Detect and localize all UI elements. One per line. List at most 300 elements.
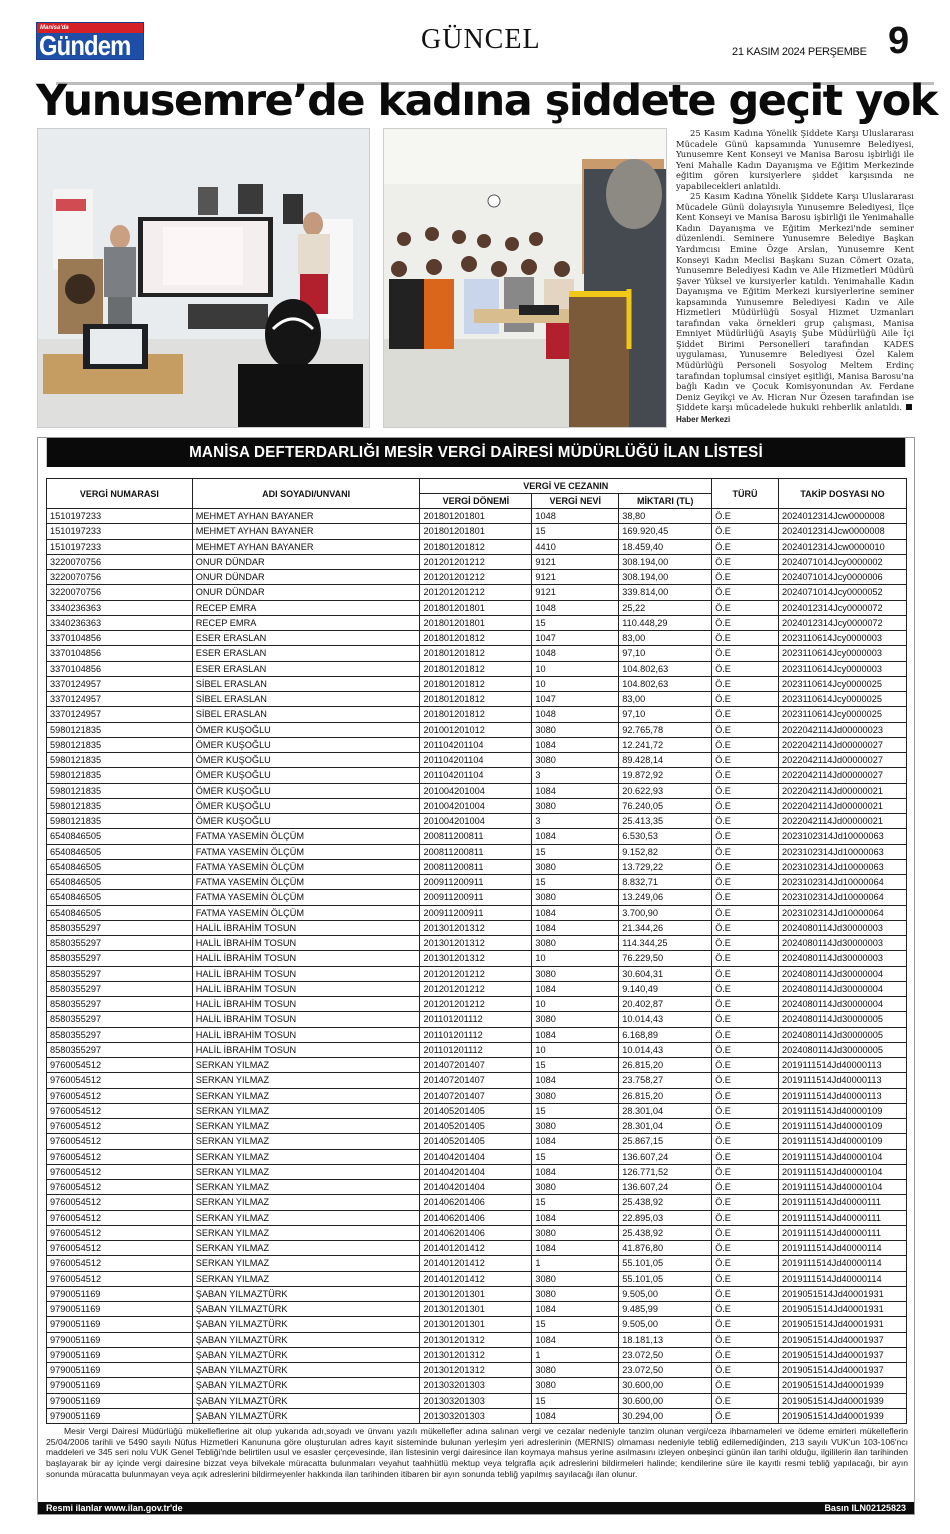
audience-photo-illustration: [384, 129, 667, 428]
cell-turu: Ö.E: [712, 1210, 779, 1225]
cell-vergi-no: 9760054512: [47, 1134, 193, 1149]
cell-turu: Ö.E: [712, 1241, 779, 1256]
cell-turu: Ö.E: [712, 524, 779, 539]
cell-vergi-donemi: 201406201406: [420, 1195, 532, 1210]
cell-takip-no: 2023102314Jd10000064: [779, 890, 907, 905]
cell-vergi-no: 8580355297: [47, 936, 193, 951]
cell-adi-soyadi: ÖMER KUŞOĞLU: [192, 783, 420, 798]
cell-vergi-nevi: 15: [532, 1317, 619, 1332]
cell-vergi-nevi: 1084: [532, 737, 619, 752]
table-row: [47, 814, 907, 829]
cell-adi-soyadi: MEHMET AYHAN BAYANER: [192, 539, 420, 554]
cell-vergi-donemi: 201104201104: [420, 768, 532, 783]
cell-vergi-nevi: 1084: [532, 981, 619, 996]
cell-takip-no: 2023110614Jcy0000025: [779, 707, 907, 722]
cell-miktar: 25,22: [619, 600, 712, 615]
cell-miktar: 19.872,92: [619, 768, 712, 783]
cell-vergi-no: 3340236363: [47, 615, 193, 630]
table-row: [47, 798, 907, 813]
table-row: [47, 615, 907, 630]
cell-vergi-donemi: 201101201112: [420, 1012, 532, 1027]
cell-vergi-nevi: 1084: [532, 829, 619, 844]
cell-vergi-donemi: 201404201404: [420, 1180, 532, 1195]
cell-vergi-donemi: 201201201212: [420, 585, 532, 600]
cell-vergi-nevi: 3080: [532, 722, 619, 737]
cell-vergi-nevi: 3080: [532, 936, 619, 951]
cell-adi-soyadi: ŞABAN YILMAZTÜRK: [192, 1302, 420, 1317]
cell-takip-no: 2019051514Jd40001937: [779, 1363, 907, 1378]
cell-vergi-nevi: 15: [532, 1393, 619, 1408]
cell-vergi-nevi: 1048: [532, 509, 619, 524]
cell-vergi-donemi: 201101201112: [420, 1042, 532, 1057]
cell-adi-soyadi: ESER ERASLAN: [192, 661, 420, 676]
cell-vergi-no: 9760054512: [47, 1271, 193, 1286]
cell-vergi-no: 1510197233: [47, 539, 193, 554]
cell-miktar: 20.622,93: [619, 783, 712, 798]
cell-vergi-donemi: 201301201312: [420, 1332, 532, 1347]
cell-turu: Ö.E: [712, 1347, 779, 1362]
cell-turu: Ö.E: [712, 570, 779, 585]
table-row: [47, 1103, 907, 1118]
cell-takip-no: 2024080114Jd30000003: [779, 920, 907, 935]
cell-turu: Ö.E: [712, 1256, 779, 1271]
cell-adi-soyadi: SERKAN YILMAZ: [192, 1180, 420, 1195]
cell-adi-soyadi: ŞABAN YILMAZTÜRK: [192, 1332, 420, 1347]
cell-miktar: 136.607,24: [619, 1149, 712, 1164]
cell-vergi-donemi: 201401201412: [420, 1241, 532, 1256]
cell-adi-soyadi: FATMA YASEMİN ÖLÇÜM: [192, 875, 420, 890]
byline-text: Haber Merkezi: [676, 414, 731, 424]
cell-vergi-donemi: 201407201407: [420, 1058, 532, 1073]
table-row: [47, 1210, 907, 1225]
footer-ilan-link[interactable]: Resmi ilanlar www.ilan.gov.tr'de: [46, 1503, 183, 1513]
cell-vergi-no: 6540846505: [47, 890, 193, 905]
cell-turu: Ö.E: [712, 936, 779, 951]
cell-adi-soyadi: ÖMER KUŞOĞLU: [192, 768, 420, 783]
cell-turu: Ö.E: [712, 539, 779, 554]
cell-takip-no: 2024071014Jcy0000002: [779, 554, 907, 569]
cell-miktar: 83,00: [619, 692, 712, 707]
cell-vergi-nevi: 1084: [532, 1073, 619, 1088]
cell-adi-soyadi: RECEP EMRA: [192, 600, 420, 615]
cell-takip-no: 2024080114Jd30000003: [779, 936, 907, 951]
notice-title: MANİSA DEFTERDARLIĞI MESİR VERGİ DAİRESİ MÜDÜRLÜĞÜ İLAN LİSTESİ: [47, 438, 905, 467]
cell-adi-soyadi: SERKAN YILMAZ: [192, 1149, 420, 1164]
cell-vergi-no: 5980121835: [47, 768, 193, 783]
cell-takip-no: 2019051514Jd40001939: [779, 1393, 907, 1408]
cell-turu: Ö.E: [712, 1073, 779, 1088]
cell-takip-no: 2024012314Jcy0000072: [779, 600, 907, 615]
cell-vergi-no: 9790051169: [47, 1363, 193, 1378]
cell-turu: Ö.E: [712, 966, 779, 981]
table-row: [47, 1332, 907, 1347]
cell-takip-no: 2019051514Jd40001937: [779, 1332, 907, 1347]
cell-adi-soyadi: SERKAN YILMAZ: [192, 1210, 420, 1225]
cell-vergi-donemi: 200811200811: [420, 844, 532, 859]
cell-vergi-no: 5980121835: [47, 737, 193, 752]
cell-miktar: 136.607,24: [619, 1180, 712, 1195]
cell-miktar: 114.344,25: [619, 936, 712, 951]
masthead: [36, 18, 914, 68]
cell-vergi-donemi: 201303201303: [420, 1378, 532, 1393]
cell-turu: Ö.E: [712, 814, 779, 829]
cell-turu: Ö.E: [712, 1286, 779, 1301]
cell-vergi-nevi: 15: [532, 615, 619, 630]
article-paragraph-text: 25 Kasım Kadına Yönelik Şiddete Karşı Uluslararası Mücadele Günü dolayısıyla Yunusemre Belediyesi, İlçe Kent Konseyi ve Manisa Barosu işbirliği ile Yenimahalle Kadın Dayanışma ve Eğitim Merkezi'nde seminer düzenlendi. Seminere Yunusemre Belediye Başkan Yardımcısı Emine Özge Arslan, Yunusemre Kent Konseyi Kadın Meclisi Başkanı Suzan Cömert Ozata, Yunusemre Belediyesi Kadın ve Aile Hizmetleri Müdürü Şaver Yüksel ve kursiyerler katıldı. Yenimahalle Kadın Dayanışma ve Eğitim Merkezi kursiyerlerine seminer kapsamında Yunusemre Belediyesi Kadın ve Aile Hizmetleri Müdürlüğü Sosyal Hizmet Uzmanları tarafından vaka örnekleri grup çalışması, Manisa Emniyet Müdürlüğü Asayiş Şube Müdürlüğü Aile İçi Şiddet Birimi Personelleri tarafından KADES uygulaması, Yunusemre Belediyesi Özel Kalem Müdürlüğü Personeli Sosyolog Meltem Erdinç tarafından toplumsal cinsiyet eşitliği, Manisa Barosu'na bağlı Kadın ve Çocuk Komisyonundan Av. Ferdane Deniz Geyikçi ve Av. Hicran Nur Özesen tarafından ise Şiddete karşı mücadelede hukuki rehberlik anlatıldı.: [676, 191, 914, 413]
cell-takip-no: 2019111514Jd40000104: [779, 1149, 907, 1164]
cell-miktar: 18.459,40: [619, 539, 712, 554]
table-row: [47, 1164, 907, 1179]
cell-vergi-nevi: 10: [532, 676, 619, 691]
newspaper-logo[interactable]: [36, 22, 144, 60]
table-row: [47, 1378, 907, 1393]
header-vergi-numarasi: VERGİ NUMARASI: [47, 479, 193, 509]
cell-miktar: 20.402,87: [619, 997, 712, 1012]
cell-vergi-no: 9760054512: [47, 1119, 193, 1134]
cell-miktar: 55.101,05: [619, 1271, 712, 1286]
cell-turu: Ö.E: [712, 1393, 779, 1408]
cell-vergi-donemi: 201801201801: [420, 600, 532, 615]
table-row: [47, 829, 907, 844]
table-row: [47, 768, 907, 783]
table-row: [47, 1363, 907, 1378]
cell-adi-soyadi: ÖMER KUŞOĞLU: [192, 737, 420, 752]
cell-vergi-no: 8580355297: [47, 1042, 193, 1057]
cell-miktar: 110.448,29: [619, 615, 712, 630]
table-row: [47, 539, 907, 554]
cell-adi-soyadi: ONUR DÜNDAR: [192, 554, 420, 569]
header-takip-dosyasi: TAKİP DOSYASI NO: [779, 479, 907, 509]
cell-turu: Ö.E: [712, 768, 779, 783]
cell-vergi-no: 8580355297: [47, 981, 193, 996]
cell-miktar: 97,10: [619, 707, 712, 722]
table-row: [47, 783, 907, 798]
cell-vergi-donemi: 201201201212: [420, 554, 532, 569]
cell-adi-soyadi: FATMA YASEMİN ÖLÇÜM: [192, 859, 420, 874]
cell-vergi-nevi: 15: [532, 1149, 619, 1164]
cell-vergi-no: 3370104856: [47, 661, 193, 676]
cell-takip-no: 2022042114Jd00000027: [779, 753, 907, 768]
cell-vergi-no: 8580355297: [47, 997, 193, 1012]
table-row: [47, 1393, 907, 1408]
cell-takip-no: 2023110614Jcy0000025: [779, 676, 907, 691]
cell-miktar: 76.240,05: [619, 798, 712, 813]
cell-turu: Ö.E: [712, 1180, 779, 1195]
cell-adi-soyadi: HALİL İBRAHİM TOSUN: [192, 951, 420, 966]
cell-vergi-donemi: 201801201812: [420, 661, 532, 676]
table-row: [47, 844, 907, 859]
cell-miktar: 30.600,00: [619, 1378, 712, 1393]
table-row: [47, 661, 907, 676]
table-row: [47, 707, 907, 722]
cell-miktar: 9.152,82: [619, 844, 712, 859]
cell-vergi-nevi: 1084: [532, 1408, 619, 1423]
table-row: [47, 676, 907, 691]
cell-miktar: 28.301,04: [619, 1119, 712, 1134]
cell-vergi-no: 8580355297: [47, 920, 193, 935]
cell-miktar: 9.485,99: [619, 1302, 712, 1317]
cell-takip-no: 2024012314Jcw0000008: [779, 524, 907, 539]
cell-takip-no: 2022042114Jd00000021: [779, 814, 907, 829]
table-row: [47, 1347, 907, 1362]
cell-vergi-nevi: 1084: [532, 1302, 619, 1317]
cell-vergi-nevi: 10: [532, 661, 619, 676]
cell-miktar: 38,80: [619, 509, 712, 524]
cell-miktar: 13.249,06: [619, 890, 712, 905]
cell-adi-soyadi: FATMA YASEMİN ÖLÇÜM: [192, 905, 420, 920]
cell-takip-no: 2019051514Jd40001931: [779, 1286, 907, 1301]
cell-turu: Ö.E: [712, 1149, 779, 1164]
table-row: [47, 524, 907, 539]
cell-miktar: 9.140,49: [619, 981, 712, 996]
cell-vergi-no: 9790051169: [47, 1408, 193, 1423]
table-row: [47, 1134, 907, 1149]
cell-miktar: 169.920,45: [619, 524, 712, 539]
cell-turu: Ö.E: [712, 1119, 779, 1134]
cell-miktar: 18.181,13: [619, 1332, 712, 1347]
cell-miktar: 92.765,78: [619, 722, 712, 737]
table-row: [47, 570, 907, 585]
cell-vergi-nevi: 1084: [532, 1027, 619, 1042]
cell-miktar: 339.814,00: [619, 585, 712, 600]
logo-name: Gündem: [39, 30, 131, 61]
table-row: [47, 1408, 907, 1423]
cell-miktar: 41.876,80: [619, 1241, 712, 1256]
table-row: [47, 1302, 907, 1317]
table-row: [47, 936, 907, 951]
cell-takip-no: 2023102314Jd10000063: [779, 829, 907, 844]
cell-turu: Ö.E: [712, 1378, 779, 1393]
notice-table-body: [47, 509, 907, 1424]
cell-miktar: 30.604,31: [619, 966, 712, 981]
cell-takip-no: 2022042114Jd00000021: [779, 798, 907, 813]
cell-vergi-nevi: 4410: [532, 539, 619, 554]
cell-vergi-donemi: 201407201407: [420, 1073, 532, 1088]
cell-adi-soyadi: ŞABAN YILMAZTÜRK: [192, 1393, 420, 1408]
cell-takip-no: 2019111514Jd40000113: [779, 1073, 907, 1088]
cell-takip-no: 2019111514Jd40000114: [779, 1241, 907, 1256]
cell-takip-no: 2024012314Jcy0000072: [779, 615, 907, 630]
cell-turu: Ö.E: [712, 1134, 779, 1149]
cell-vergi-nevi: 15: [532, 524, 619, 539]
cell-adi-soyadi: MEHMET AYHAN BAYANER: [192, 524, 420, 539]
cell-turu: Ö.E: [712, 1012, 779, 1027]
article-headline: Yunusemre’de kadına şiddete geçit yok: [36, 76, 937, 126]
cell-miktar: 3.700,90: [619, 905, 712, 920]
table-row: [47, 981, 907, 996]
cell-takip-no: 2024080114Jd30000005: [779, 1027, 907, 1042]
cell-vergi-nevi: 1047: [532, 631, 619, 646]
table-row: [47, 737, 907, 752]
cell-vergi-donemi: 201104201104: [420, 753, 532, 768]
cell-takip-no: 2023102314Jd10000064: [779, 875, 907, 890]
cell-adi-soyadi: SERKAN YILMAZ: [192, 1256, 420, 1271]
cell-takip-no: 2024080114Jd30000003: [779, 951, 907, 966]
table-row: [47, 1058, 907, 1073]
table-row: [47, 646, 907, 661]
cell-vergi-donemi: 201405201405: [420, 1134, 532, 1149]
cell-miktar: 97,10: [619, 646, 712, 661]
cell-vergi-donemi: 201801201812: [420, 539, 532, 554]
cell-takip-no: 2019111514Jd40000111: [779, 1195, 907, 1210]
cell-vergi-nevi: 15: [532, 1195, 619, 1210]
cell-vergi-donemi: 201801201801: [420, 524, 532, 539]
cell-vergi-no: 6540846505: [47, 875, 193, 890]
cell-vergi-donemi: 201405201405: [420, 1119, 532, 1134]
seminar-photo-illustration: [38, 129, 370, 428]
article-photo-audience: [383, 128, 667, 428]
cell-vergi-no: 9760054512: [47, 1210, 193, 1225]
table-row: [47, 1317, 907, 1332]
cell-vergi-nevi: 3080: [532, 890, 619, 905]
cell-takip-no: 2024080114Jd30000005: [779, 1012, 907, 1027]
cell-turu: Ö.E: [712, 1164, 779, 1179]
header-vergi-nevi: VERGİ NEVİ: [532, 494, 619, 509]
cell-turu: Ö.E: [712, 707, 779, 722]
cell-vergi-donemi: 201405201405: [420, 1103, 532, 1118]
cell-vergi-nevi: 10: [532, 951, 619, 966]
cell-takip-no: 2019051514Jd40001931: [779, 1302, 907, 1317]
cell-vergi-no: 9760054512: [47, 1058, 193, 1073]
cell-vergi-donemi: 200811200811: [420, 829, 532, 844]
cell-turu: Ö.E: [712, 1225, 779, 1240]
cell-vergi-nevi: 3080: [532, 1363, 619, 1378]
official-notice: [37, 437, 915, 1515]
cell-turu: Ö.E: [712, 905, 779, 920]
cell-vergi-nevi: 9121: [532, 570, 619, 585]
cell-miktar: 30.600,00: [619, 1393, 712, 1408]
cell-vergi-no: 9760054512: [47, 1073, 193, 1088]
table-row: [47, 1180, 907, 1195]
cell-vergi-nevi: 9121: [532, 554, 619, 569]
cell-takip-no: 2019111514Jd40000104: [779, 1180, 907, 1195]
cell-vergi-no: 5980121835: [47, 783, 193, 798]
table-row: [47, 905, 907, 920]
cell-miktar: 89.428,14: [619, 753, 712, 768]
table-row: [47, 1149, 907, 1164]
cell-miktar: 22.895,03: [619, 1210, 712, 1225]
cell-vergi-no: 6540846505: [47, 829, 193, 844]
cell-vergi-donemi: 201801201812: [420, 676, 532, 691]
cell-adi-soyadi: ESER ERASLAN: [192, 646, 420, 661]
cell-vergi-nevi: 3: [532, 768, 619, 783]
cell-vergi-donemi: 201301201301: [420, 1286, 532, 1301]
cell-vergi-nevi: 3080: [532, 1119, 619, 1134]
cell-vergi-nevi: 1084: [532, 905, 619, 920]
cell-vergi-no: 9790051169: [47, 1286, 193, 1301]
cell-vergi-donemi: 201201201212: [420, 981, 532, 996]
cell-vergi-donemi: 201801201801: [420, 615, 532, 630]
cell-vergi-donemi: 201301201312: [420, 920, 532, 935]
notice-table: [46, 478, 907, 1424]
cell-vergi-nevi: 1084: [532, 920, 619, 935]
cell-vergi-nevi: 15: [532, 1103, 619, 1118]
cell-vergi-no: 3220070756: [47, 554, 193, 569]
cell-vergi-nevi: 1048: [532, 600, 619, 615]
cell-turu: Ö.E: [712, 615, 779, 630]
cell-turu: Ö.E: [712, 783, 779, 798]
cell-vergi-donemi: 201104201104: [420, 737, 532, 752]
cell-takip-no: 2022042114Jd00000023: [779, 722, 907, 737]
cell-miktar: 83,00: [619, 631, 712, 646]
cell-adi-soyadi: HALİL İBRAHİM TOSUN: [192, 920, 420, 935]
cell-takip-no: 2022042114Jd00000027: [779, 737, 907, 752]
cell-turu: Ö.E: [712, 829, 779, 844]
cell-adi-soyadi: SERKAN YILMAZ: [192, 1241, 420, 1256]
cell-vergi-no: 9790051169: [47, 1378, 193, 1393]
header-miktari: MİKTARI (TL): [619, 494, 712, 509]
cell-takip-no: 2019051514Jd40001937: [779, 1347, 907, 1362]
table-row: [47, 890, 907, 905]
cell-turu: Ö.E: [712, 600, 779, 615]
table-row: [47, 631, 907, 646]
table-row: [47, 1241, 907, 1256]
table-row: [47, 554, 907, 569]
cell-adi-soyadi: SERKAN YILMAZ: [192, 1225, 420, 1240]
cell-adi-soyadi: ŞABAN YILMAZTÜRK: [192, 1408, 420, 1423]
cell-vergi-no: 6540846505: [47, 905, 193, 920]
cell-vergi-no: 8580355297: [47, 1012, 193, 1027]
table-row: [47, 1027, 907, 1042]
notice-legal-text: [46, 1426, 908, 1480]
cell-takip-no: 2019051514Jd40001931: [779, 1317, 907, 1332]
cell-vergi-no: 3340236363: [47, 600, 193, 615]
cell-adi-soyadi: SERKAN YILMAZ: [192, 1271, 420, 1286]
cell-vergi-donemi: 201201201212: [420, 997, 532, 1012]
cell-vergi-no: 9760054512: [47, 1088, 193, 1103]
cell-turu: Ö.E: [712, 1302, 779, 1317]
section-title: GÜNCEL: [421, 24, 541, 55]
cell-vergi-no: 6540846505: [47, 844, 193, 859]
cell-vergi-donemi: 201401201412: [420, 1271, 532, 1286]
header-turu: TÜRÜ: [712, 479, 779, 509]
cell-adi-soyadi: FATMA YASEMİN ÖLÇÜM: [192, 829, 420, 844]
cell-turu: Ö.E: [712, 798, 779, 813]
cell-vergi-no: 3220070756: [47, 585, 193, 600]
cell-adi-soyadi: HALİL İBRAHİM TOSUN: [192, 966, 420, 981]
cell-adi-soyadi: ÖMER KUŞOĞLU: [192, 753, 420, 768]
cell-vergi-no: 9760054512: [47, 1225, 193, 1240]
cell-miktar: 308.194,00: [619, 554, 712, 569]
cell-vergi-nevi: 3080: [532, 966, 619, 981]
table-row: [47, 951, 907, 966]
cell-miktar: 23.072,50: [619, 1363, 712, 1378]
cell-vergi-donemi: 201801201812: [420, 707, 532, 722]
table-row: [47, 1119, 907, 1134]
cell-turu: Ö.E: [712, 997, 779, 1012]
cell-turu: Ö.E: [712, 859, 779, 874]
cell-vergi-donemi: 201801201812: [420, 692, 532, 707]
cell-vergi-no: 9790051169: [47, 1332, 193, 1347]
cell-turu: Ö.E: [712, 737, 779, 752]
cell-vergi-nevi: 3080: [532, 1088, 619, 1103]
footer-press-code: Basın ILN02125823: [824, 1503, 906, 1513]
cell-vergi-no: 9760054512: [47, 1149, 193, 1164]
cell-miktar: 10.014,43: [619, 1042, 712, 1057]
table-row: [47, 1042, 907, 1057]
cell-takip-no: 2019111514Jd40000114: [779, 1256, 907, 1271]
cell-vergi-no: 5980121835: [47, 798, 193, 813]
cell-turu: Ö.E: [712, 1408, 779, 1423]
table-row: [47, 1195, 907, 1210]
cell-vergi-nevi: 15: [532, 1058, 619, 1073]
header-vergi-ve-cezanin: VERGİ VE CEZANIN: [420, 479, 712, 494]
cell-vergi-nevi: 1: [532, 1347, 619, 1362]
cell-adi-soyadi: FATMA YASEMİN ÖLÇÜM: [192, 890, 420, 905]
cell-vergi-nevi: 1: [532, 1256, 619, 1271]
cell-vergi-donemi: 201801201812: [420, 631, 532, 646]
cell-adi-soyadi: SERKAN YILMAZ: [192, 1195, 420, 1210]
